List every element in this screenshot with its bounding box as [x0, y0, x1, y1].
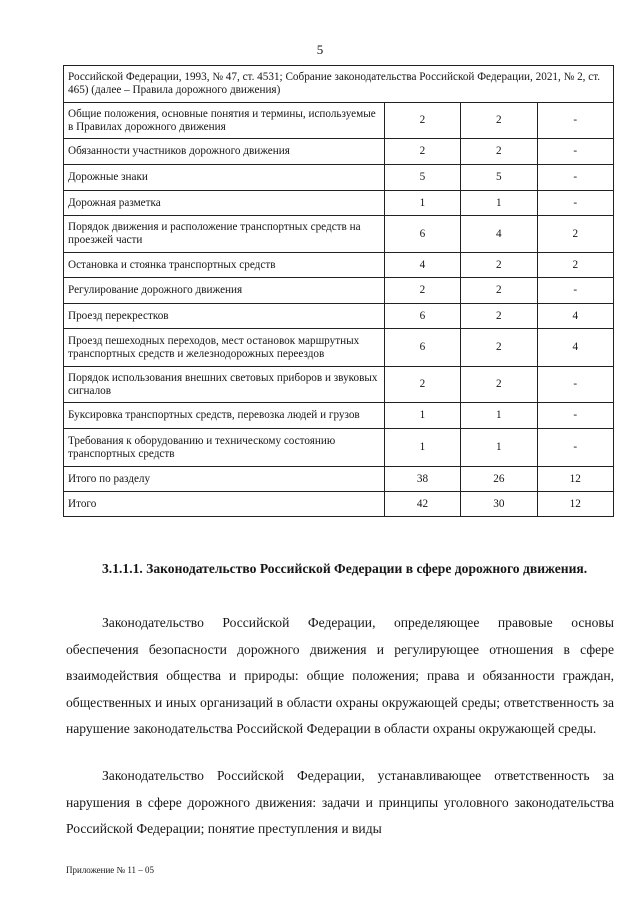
row-value-theory: 2 [461, 139, 537, 165]
row-value-practice: 4 [537, 304, 613, 329]
table-row [64, 467, 614, 492]
row-value-total: 6 [384, 304, 460, 329]
row-label: Проезд перекрестков [64, 304, 385, 329]
row-value-total: 2 [384, 139, 460, 165]
row-value-practice: - [537, 367, 613, 403]
row-value-theory: 4 [461, 216, 537, 253]
table-row [64, 253, 614, 278]
table-row [64, 304, 614, 329]
table-row [64, 329, 614, 367]
table-row [64, 403, 614, 429]
row-value-theory: 2 [461, 103, 537, 139]
row-label: Порядок использования внешних световых приборов и звуковых сигналов [64, 367, 385, 403]
row-value-total: 2 [384, 278, 460, 304]
row-value-practice: 12 [537, 492, 613, 517]
row-value-practice: 2 [537, 253, 613, 278]
body-paragraph: Законодательство Российской Федерации, определяющее правовые основы обеспечения безопасности дорожного движения и регулирующее отношения в сфере взаимодействия общества и природы: общие положения; права и обязанности граждан, общественных и иных организаций в области охраны окружающей среды; ответственность за нарушение законодательства Российской Федерации в области охраны окружающей среды. [66, 615, 614, 736]
page-number: 5 [316, 42, 324, 57]
table-row [64, 278, 614, 304]
row-value-practice: - [537, 403, 613, 429]
row-label: Остановка и стоянка транспортных средств [64, 253, 385, 278]
row-label: Итого [64, 492, 385, 517]
table-row [64, 367, 614, 403]
row-label: Проезд пешеходных переходов, мест остановок маршрутных транспортных средств и железнодорожных переездов [64, 329, 385, 367]
row-value-total: 6 [384, 329, 460, 367]
hours-table [63, 65, 614, 517]
row-value-total: 2 [384, 367, 460, 403]
row-value-total: 1 [384, 403, 460, 429]
table-row [64, 216, 614, 253]
row-label: Дорожные знаки [64, 165, 385, 191]
row-value-practice: 4 [537, 329, 613, 367]
row-value-practice: - [537, 139, 613, 165]
row-value-theory: 1 [461, 191, 537, 216]
row-value-total: 5 [384, 165, 460, 191]
row-value-practice: - [537, 103, 613, 139]
row-label: Дорожная разметка [64, 191, 385, 216]
table-row [64, 139, 614, 165]
row-label: Общие положения, основные понятия и термины, используемые в Правилах дорожного движения [64, 103, 385, 139]
row-value-practice: 12 [537, 467, 613, 492]
body-paragraph: Законодательство Российской Федерации, устанавливающее ответственность за нарушения в сфере дорожного движения: задачи и принципы уголовного законодательства Российской Федерации; понятие преступления и виды [66, 768, 614, 836]
row-value-theory: 2 [461, 329, 537, 367]
row-value-theory: 5 [461, 165, 537, 191]
row-value-theory: 1 [461, 429, 537, 467]
row-value-theory: 26 [461, 467, 537, 492]
row-value-theory: 2 [461, 253, 537, 278]
row-value-theory: 30 [461, 492, 537, 517]
row-value-theory: 2 [461, 278, 537, 304]
table-row [64, 191, 614, 216]
row-value-total: 38 [384, 467, 460, 492]
row-value-theory: 2 [461, 304, 537, 329]
row-value-total: 4 [384, 253, 460, 278]
row-label: Итого по разделу [64, 467, 385, 492]
row-label: Обязанности участников дорожного движения [64, 139, 385, 165]
row-value-total: 6 [384, 216, 460, 253]
row-label: Регулирование дорожного движения [64, 278, 385, 304]
row-value-practice: - [537, 191, 613, 216]
row-value-practice: - [537, 429, 613, 467]
row-value-practice: - [537, 278, 613, 304]
table-intro-row [64, 66, 614, 103]
table-row [64, 492, 614, 517]
row-value-theory: 2 [461, 367, 537, 403]
table-row [64, 165, 614, 191]
row-value-theory: 1 [461, 403, 537, 429]
table-row [64, 429, 614, 467]
row-value-practice: - [537, 165, 613, 191]
row-label: Буксировка транспортных средств, перевозка людей и грузов [64, 403, 385, 429]
row-value-total: 2 [384, 103, 460, 139]
row-value-total: 1 [384, 429, 460, 467]
footer-appendix-label: Приложение № 11 – 05 [66, 865, 155, 875]
row-value-practice: 2 [537, 216, 613, 253]
table-row [64, 103, 614, 139]
table-intro-text: Российской Федерации, 1993, № 47, ст. 4531; Собрание законодательства Российской Федерации, 2021, № 2, ст. 465) (далее – Правила дорожного движения) [64, 66, 614, 103]
section-heading: 3.1.1.1. Законодательство Российской Федерации в сфере дорожного движения. [102, 561, 588, 576]
row-value-total: 42 [384, 492, 460, 517]
row-label: Требования к оборудованию и техническому состоянию транспортных средств [64, 429, 385, 467]
row-label: Порядок движения и расположение транспортных средств на проезжей части [64, 216, 385, 253]
row-value-total: 1 [384, 191, 460, 216]
